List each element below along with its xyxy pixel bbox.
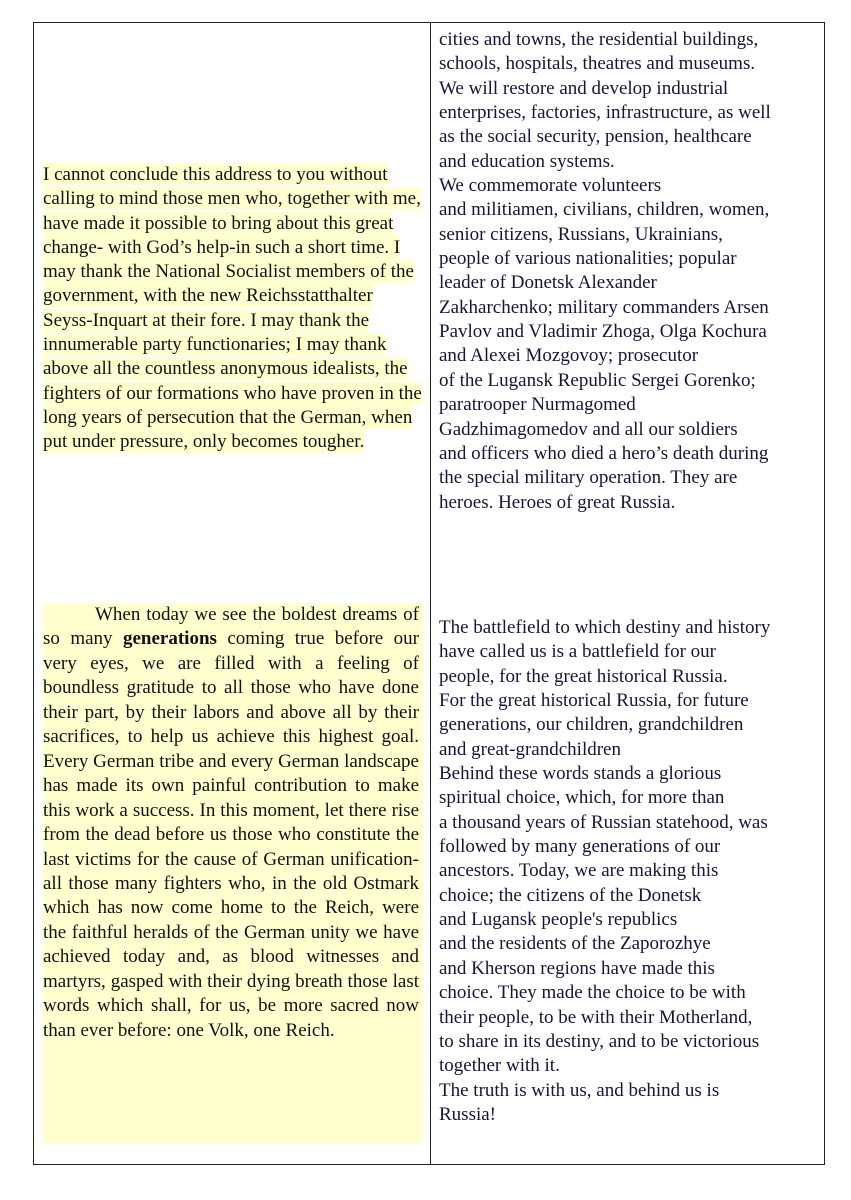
right-paragraph-1-line: of the Lugansk Republic Sergei Gorenko; xyxy=(439,369,756,391)
left-paragraph-2-bold: generations xyxy=(122,628,217,650)
right-paragraph-2-line: choice. They made the choice to be with xyxy=(439,982,746,1004)
left-paragraph-1-text: I cannot conclude this address to you without calling to mind those men who, together with me, have made it possible to bring about this great change- with God’s help-in such a short time. I may thank the National Socialist members of the government, with the new Reichsstatthalter Seyss-Inquart at their fore. I may thank the innumerable party functionaries; I may thank above all the countless anonymous idealists, the fighters of our formations who have proven in the long years of persecution that the German, when put under pressure, only becomes tougher. xyxy=(43,164,422,453)
right-paragraph-1-line: and officers who died a hero’s death during xyxy=(439,442,769,464)
right-paragraph-2-line: together with it. xyxy=(439,1055,560,1077)
right-paragraph-1-line: Pavlov and Vladimir Zhoga, Olga Kochura xyxy=(439,321,767,343)
left-paragraph-2-part1: When today we see the boldest dreams of so many xyxy=(43,604,419,650)
right-paragraph-2-line: The battlefield to which destiny and history xyxy=(439,617,771,638)
right-paragraph-2-line: and Kherson regions have made this xyxy=(439,957,715,979)
left-paragraph-2 xyxy=(43,603,423,1143)
right-paragraph-1-line: enterprises, factories, infrastructure, as well xyxy=(439,102,771,124)
right-paragraph-1-line: We commemorate volunteers xyxy=(439,175,662,197)
right-paragraph-2-line: followed by many generations of our xyxy=(439,836,721,858)
right-paragraph-1-line: Gadzhimagomedov and all our soldiers xyxy=(439,418,738,440)
right-paragraph-1-line: as the social security, pension, healthcare xyxy=(439,126,752,148)
right-paragraph-2-line: Behind these words stands a glorious xyxy=(439,763,722,785)
left-paragraph-1 xyxy=(43,163,423,455)
right-paragraph-1-line: the special military operation. They are xyxy=(439,467,738,489)
right-paragraph-1-line: Zakharchenko; military commanders Arsen xyxy=(439,296,769,318)
right-paragraph-2 xyxy=(439,616,819,1127)
right-paragraph-2-line: a thousand years of Russian statehood, was xyxy=(439,811,768,833)
right-paragraph-2-line: Russia! xyxy=(439,1103,496,1125)
right-paragraph-2-line: and the residents of the Zaporozhye xyxy=(439,933,711,955)
right-paragraph-2-line: have called us is a battlefield for our xyxy=(439,641,716,663)
right-paragraph-1-line: heroes. Heroes of great Russia. xyxy=(439,491,676,513)
right-paragraph-1-line: and militiamen, civilians, children, women, xyxy=(439,199,770,221)
right-paragraph-1-line: cities and towns, the residential buildings, xyxy=(439,29,759,50)
right-paragraph-2-line: The truth is with us, and behind us is xyxy=(439,1079,720,1101)
comparison-table xyxy=(33,22,825,1165)
right-paragraph-2-line: to share in its destiny, and to be victorious xyxy=(439,1030,760,1052)
right-paragraph-1-line: senior citizens, Russians, Ukrainians, xyxy=(439,223,723,245)
right-paragraph-1-line: people of various nationalities; popular xyxy=(439,248,737,270)
right-paragraph-2-line: spiritual choice, which, for more than xyxy=(439,787,725,809)
right-paragraph-2-line: people, for the great historical Russia. xyxy=(439,665,728,687)
right-paragraph-2-line: For the great historical Russia, for future xyxy=(439,690,749,712)
right-paragraph-1-line: paratrooper Nurmagomed xyxy=(439,394,636,416)
right-paragraph-1-line: and education systems. xyxy=(439,150,615,172)
right-paragraph-1-line: We will restore and develop industrial xyxy=(439,77,729,99)
right-paragraph-1 xyxy=(439,28,819,515)
right-paragraph-2-line: generations, our children, grandchildren xyxy=(439,714,744,736)
right-paragraph-2-line: and great-grandchildren xyxy=(439,738,621,760)
left-paragraph-2-part2: coming true before our very eyes, we are filled with a feeling of boundless gratitude to all those who have done their part, by their labors and above all by their sacrifices, to help us achieve this highest goal. Every German tribe and every German landscape has made its own painful contribution to make this work a success. In this moment, let there rise from the dead before us those who constitute the last victims for the cause of German unification-all those many fighters who, in the old Ostmark which has now come home to the Reich, were the faithful heralds of the German unity we have achieved today and, as blood witnesses and martyrs, gasped with their dying breath those last words which shall, for us, be more sacred now than ever before: one Volk, one Reich. xyxy=(43,628,419,1041)
right-paragraph-2-line: their people, to be with their Motherland, xyxy=(439,1006,753,1028)
right-paragraph-2-line: choice; the citizens of the Donetsk xyxy=(439,884,702,906)
right-paragraph-1-line: leader of Donetsk Alexander xyxy=(439,272,657,294)
column-divider xyxy=(430,23,431,1164)
right-paragraph-2-line: ancestors. Today, we are making this xyxy=(439,860,719,882)
right-paragraph-1-line: schools, hospitals, theatres and museums. xyxy=(439,53,756,75)
right-paragraph-1-line: and Alexei Mozgovoy; prosecutor xyxy=(439,345,699,367)
right-paragraph-2-line: and Lugansk people's republics xyxy=(439,909,678,931)
